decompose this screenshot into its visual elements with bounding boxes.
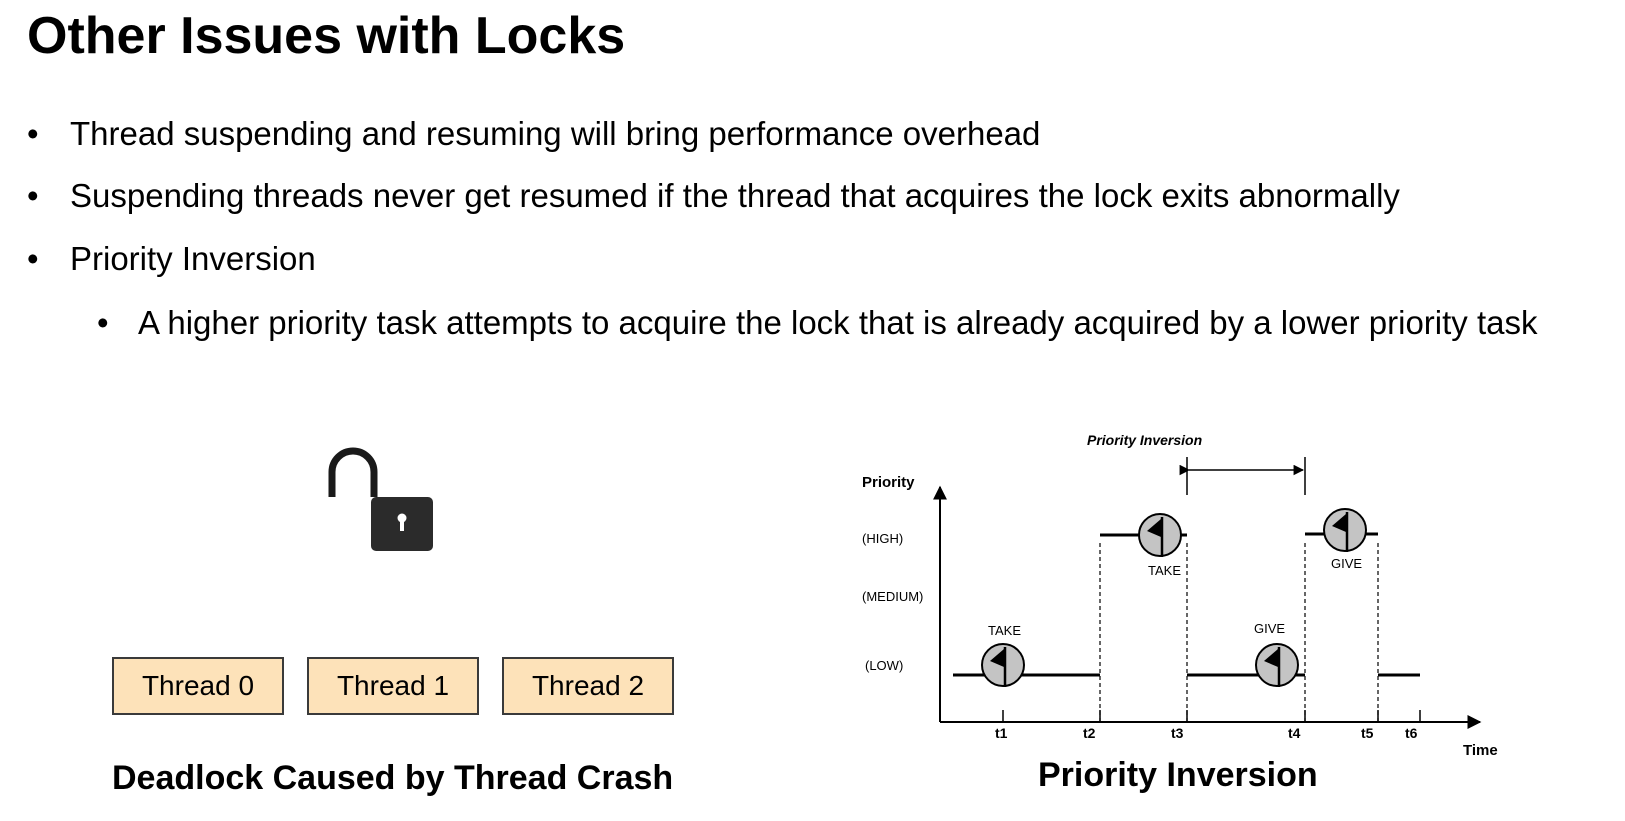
priority-inversion-caption: Priority Inversion	[1038, 756, 1318, 794]
bullet-text: Priority Inversion	[70, 240, 316, 277]
thread-box-1: Thread 1	[307, 657, 479, 715]
priority-inversion-diagram	[840, 425, 1500, 765]
flag-icon	[982, 644, 1024, 687]
y-axis-label: Priority	[862, 474, 915, 491]
tick-label-t2: t2	[1083, 725, 1096, 741]
flag-icon	[1324, 509, 1366, 552]
tick-label-t5: t5	[1361, 725, 1374, 741]
event-label-take-high: TAKE	[1148, 563, 1181, 578]
flag-icon	[1256, 644, 1298, 687]
bullet-marker: •	[27, 115, 39, 152]
level-label-medium: (MEDIUM)	[862, 589, 924, 604]
thread-box-0: Thread 0	[112, 657, 284, 715]
bullet-marker: •	[27, 177, 39, 214]
tick-label-t6: t6	[1405, 725, 1418, 741]
event-label-give-low: GIVE	[1254, 621, 1286, 636]
level-label-low: (LOW)	[865, 658, 904, 673]
tick-label-t3: t3	[1171, 725, 1184, 741]
slide-title: Other Issues with Locks	[27, 7, 626, 65]
thread-box-2: Thread 2	[502, 657, 674, 715]
span-label: Priority Inversion	[1087, 432, 1203, 448]
tick-label-t4: t4	[1288, 725, 1301, 741]
event-label-give-high: GIVE	[1331, 556, 1363, 571]
bullet-marker: •	[27, 240, 39, 277]
flag-icon	[1139, 514, 1181, 557]
bullet-text: Suspending threads never get resumed if the thread that acquires the lock exits abnormally	[70, 177, 1400, 214]
deadlock-caption: Deadlock Caused by Thread Crash	[112, 759, 674, 797]
bullet-text: Thread suspending and resuming will bring performance overhead	[70, 115, 1041, 152]
bullet-marker: •	[97, 304, 109, 341]
level-label-high: (HIGH)	[862, 531, 904, 546]
x-axis-label: Time	[1463, 742, 1498, 759]
unlocked-padlock-icon	[325, 447, 437, 557]
bullet-text: A higher priority task attempts to acquire the lock that is already acquired by a lower priority task	[138, 304, 1538, 341]
tick-label-t1: t1	[995, 725, 1008, 741]
event-label-take-low: TAKE	[988, 623, 1021, 638]
